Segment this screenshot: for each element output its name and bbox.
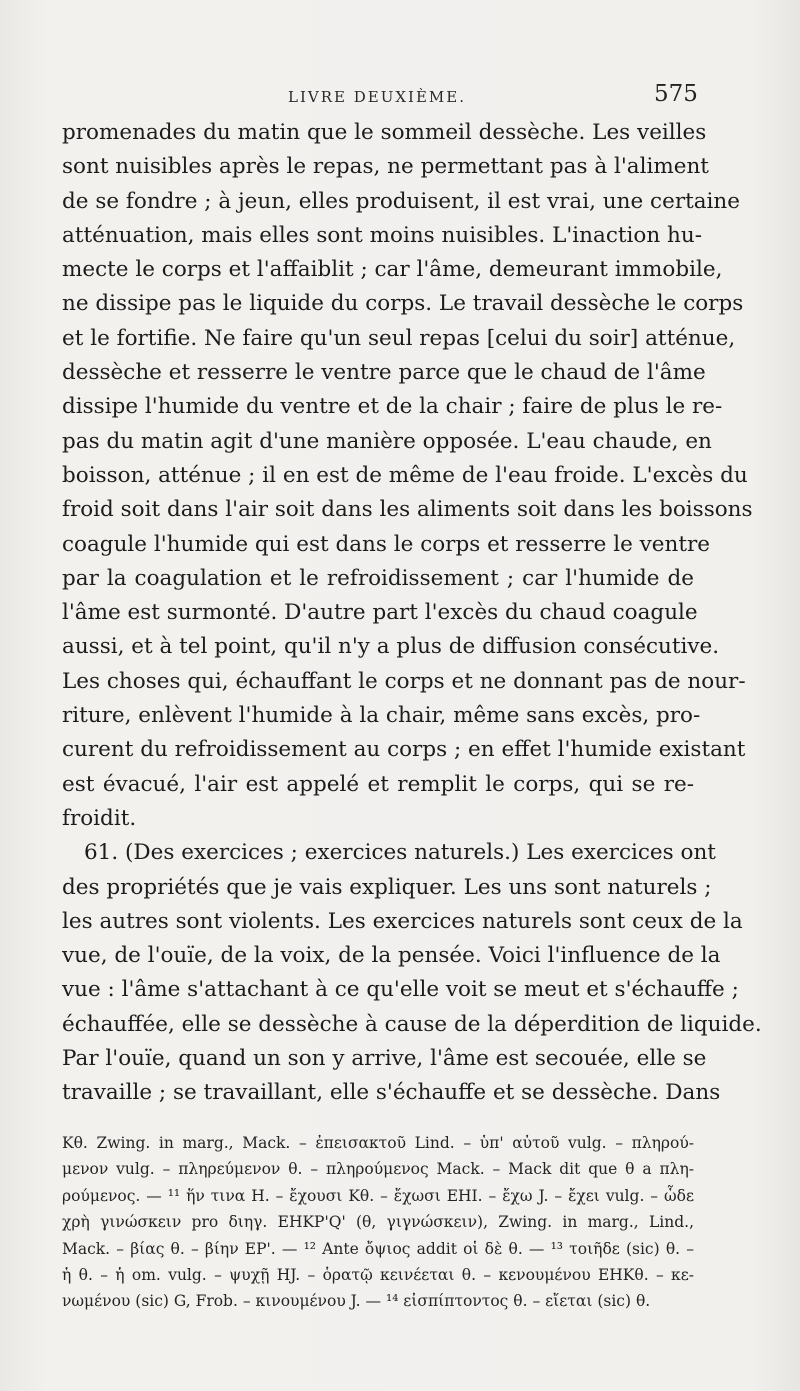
footnote-line: μενον vulg. – πληρεύμενον θ. – πληρούμενος Mack. – Mack dit que θ a πλη- bbox=[62, 1160, 694, 1179]
text-line: par la coagulation et le refroidissement ; car l'humide de bbox=[62, 565, 694, 591]
text-line: Par l'ouïe, quand un son y arrive, l'âme est secouée, elle se bbox=[62, 1046, 707, 1072]
text-line: curent du refroidissement au corps ; en effet l'humide existant bbox=[62, 737, 746, 763]
text-line: de se fondre ; à jeun, elles produisent, il est vrai, une certaine bbox=[62, 188, 740, 214]
text-line: riture, enlèvent l'humide à la chair, même sans excès, pro- bbox=[62, 703, 701, 729]
text-line: sont nuisibles après le repas, ne permettant pas à l'aliment bbox=[62, 154, 709, 180]
section-heading-line: 61. (Des exercices ; exercices naturels.) Les exercices ont bbox=[84, 840, 716, 866]
text-line: coagule l'humide qui est dans le corps et resserre le ventre bbox=[62, 531, 710, 557]
text-line: des propriétés que je vais expliquer. Les uns sont naturels ; bbox=[62, 874, 712, 900]
text-line: vue, de l'ouïe, de la voix, de la pensée. Voici l'influence de la bbox=[62, 943, 721, 969]
footnotes bbox=[62, 1130, 694, 1315]
text-line: atténuation, mais elles sont moins nuisibles. L'inaction hu- bbox=[62, 222, 702, 248]
text-line: dessèche et resserre le ventre parce que le chaud de l'âme bbox=[62, 360, 706, 386]
footnote-line: χρὴ γινώσκειν pro διηγ. EHKP'Q' (θ, γιγνώσκειν), Zwing. in marg., Lind., bbox=[62, 1213, 694, 1232]
text-line: vue : l'âme s'attachant à ce qu'elle voit se meut et s'échauffe ; bbox=[62, 977, 739, 1003]
footnote-line: νωμένου (sic) G, Frob. – κινουμένου J. — ¹⁴ εἰσπίπτοντος θ. – εἴεται (sic) θ. bbox=[62, 1292, 651, 1311]
main-text bbox=[62, 116, 762, 1111]
text-line: promenades du matin que le sommeil dessèche. Les veilles bbox=[62, 120, 707, 145]
text-line: mecte le corps et l'affaiblit ; car l'âme, demeurant immobile, bbox=[62, 257, 723, 283]
footnote-line: Kθ. Zwing. in marg., Mack. – ἐπεισακτοῦ Lind. – ὑπ' αὐτοῦ vulg. – πληρού- bbox=[62, 1134, 694, 1152]
text-line: froid soit dans l'air soit dans les aliments soit dans les boissons bbox=[62, 497, 753, 523]
text-line: froidit. bbox=[62, 805, 137, 831]
text-line: et le fortifie. Ne faire qu'un seul repas [celui du soir] atténue, bbox=[62, 325, 736, 351]
text-line: boisson, atténue ; il en est de même de l'eau froide. L'excès du bbox=[62, 462, 748, 488]
text-line: dissipe l'humide du ventre et de la chair ; faire de plus le re- bbox=[62, 394, 723, 420]
running-title: LIVRE DEUXIÈME. bbox=[288, 88, 466, 106]
text-line: travaille ; se travaillant, elle s'échauffe et se dessèche. Dans bbox=[62, 1080, 721, 1106]
running-head bbox=[0, 81, 800, 116]
text-line: Les choses qui, échauffant le corps et ne donnant pas de nour- bbox=[62, 668, 746, 694]
text-line: échauffée, elle se dessèche à cause de la déperdition de liquide. bbox=[62, 1011, 762, 1037]
footnote-line: ρούμενος. — ¹¹ ἥν τινα H. – ἔχουσι Kθ. – ἔχωσι EHI. – ἔχω J. – ἔχει vulg. – ὧδε bbox=[62, 1186, 694, 1205]
text-line: est évacué, l'air est appelé et remplit le corps, qui se re- bbox=[62, 771, 694, 797]
page-number: 575 bbox=[654, 81, 698, 107]
text-line: pas du matin agit d'une manière opposée. L'eau chaude, en bbox=[62, 428, 712, 454]
footnote-line: ἡ θ. – ἡ om. vulg. – ψυχῇ HJ. – ὁρατῷ κεινέεται θ. – κενουμένου EHKθ. – κε- bbox=[62, 1265, 694, 1284]
text-line: ne dissipe pas le liquide du corps. Le travail dessèche le corps bbox=[62, 291, 744, 317]
text-line: les autres sont violents. Les exercices naturels sont ceux de la bbox=[62, 908, 743, 934]
footnote-line: Mack. – βίας θ. – βίην EP'. — ¹² Ante ὄψιος addit οἱ δὲ θ. — ¹³ τοιῆδε (sic) θ. – bbox=[62, 1239, 694, 1258]
text-line: l'âme est surmonté. D'autre part l'excès du chaud coagule bbox=[62, 600, 698, 626]
text-line: aussi, et à tel point, qu'il n'y a plus de diffusion consécutive. bbox=[62, 634, 720, 660]
